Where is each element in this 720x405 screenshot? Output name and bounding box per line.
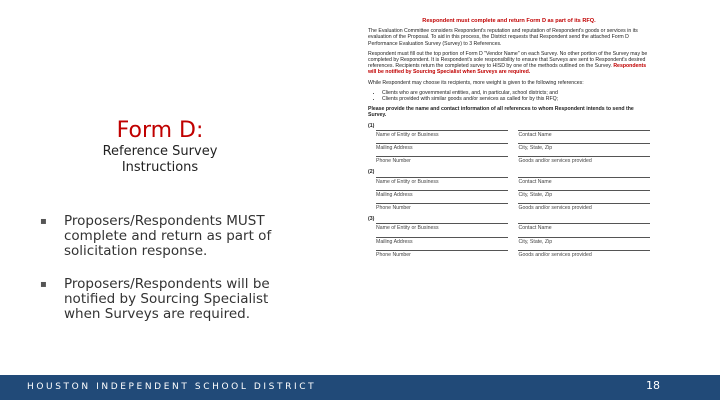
bullet-dot-icon: ▪	[40, 279, 47, 290]
reference-row	[376, 223, 650, 231]
reference-row	[376, 177, 650, 185]
reference-number: (3)	[368, 216, 375, 223]
criteria-item: • Clients who are governmental entities, and, in particular, school districts; and	[382, 90, 650, 96]
document-header: Respondent must complete and return Form D as part of its RFQ.	[422, 18, 596, 24]
reference-row	[376, 190, 650, 198]
criteria-item: • Clients provided with similar goods and/or services as called for by this RFQ;	[382, 96, 650, 102]
reference-block-1	[368, 123, 650, 165]
field-contact-name: Contact Name	[518, 223, 650, 231]
paragraph-2-red-text: Respondents will be notified by Sourcing Specialist when Surveys are required.	[368, 63, 647, 76]
field-entity-name: Name of Entity or Business	[376, 130, 508, 138]
slide-subtitle	[60, 144, 260, 176]
field-mailing-address: Mailing Address	[376, 143, 508, 151]
field-city-state-zip: City, State, Zip	[518, 143, 650, 151]
bullet-text: Proposers/Respondents MUST complete and return as part of solicitation response.	[64, 213, 272, 259]
field-contact-name: Contact Name	[518, 177, 650, 185]
reference-row	[376, 143, 650, 151]
reference-number: (1)	[368, 122, 375, 129]
paragraph-2-text: Respondent must fill out the top portion of Form D "Vendor Name" on each Survey. No other portion of the Survey may be completed by Respondent. It is Respondent's sole responsibility to ensure that Surveys are sent to Respondent's desired references. Recipients return the completed survey to HISD by one of the methods outlined on the Survey.	[368, 50, 648, 70]
slide-title: Form D:	[116, 118, 204, 143]
bullet-dot-icon: ▪	[40, 216, 47, 227]
page-number: 18	[646, 379, 660, 392]
field-mailing-address: Mailing Address	[376, 237, 508, 245]
document-paragraph-3: While Respondent may choose its recipients, more weight is given to the following references:	[368, 79, 584, 86]
field-phone-number: Phone Number	[376, 203, 508, 211]
bullet-text: Proposers/Respondents will be notified by Sourcing Specialist when Surveys are required.	[64, 276, 270, 322]
bullet-list	[40, 214, 290, 340]
field-goods-services: Goods and/or services provided	[518, 203, 650, 211]
reference-criteria-list	[368, 90, 650, 102]
form-d-document	[368, 18, 650, 340]
document-paragraph-1: The Evaluation Committee considers Respondent's reputation and reputation of Respondent's goods or services in its evaluation of the Proposal. To aid in this process, the District requests that Respondent send the attached Form D Performance Evaluation Survey (Survey) to 3 References.	[368, 28, 638, 47]
subtitle-line-2: Instructions	[121, 160, 199, 175]
reference-row	[376, 203, 650, 211]
document-paragraph-4: Please provide the name and contact information of all references to whom Respondent intends to send the Survey.	[368, 106, 634, 119]
field-goods-services: Goods and/or services provided	[518, 156, 650, 164]
field-contact-name: Contact Name	[518, 130, 650, 138]
reference-row	[376, 237, 650, 245]
document-paragraph-2	[368, 51, 650, 76]
bullet-item	[40, 277, 290, 322]
field-city-state-zip: City, State, Zip	[518, 237, 650, 245]
bullet-item	[40, 214, 290, 259]
field-phone-number: Phone Number	[376, 250, 508, 258]
field-goods-services: Goods and/or services provided	[518, 250, 650, 258]
field-entity-name: Name of Entity or Business	[376, 177, 508, 185]
field-phone-number: Phone Number	[376, 156, 508, 164]
field-entity-name: Name of Entity or Business	[376, 223, 508, 231]
reference-block-3	[368, 216, 650, 258]
reference-row	[376, 250, 650, 258]
reference-row	[376, 156, 650, 164]
reference-number: (2)	[368, 169, 375, 176]
subtitle-line-1: Reference Survey	[102, 144, 218, 159]
field-city-state-zip: City, State, Zip	[518, 190, 650, 198]
field-mailing-address: Mailing Address	[376, 190, 508, 198]
reference-block-2	[368, 169, 650, 211]
footer-organization: HOUSTON INDEPENDENT SCHOOL DISTRICT	[27, 382, 317, 392]
reference-row	[376, 130, 650, 138]
